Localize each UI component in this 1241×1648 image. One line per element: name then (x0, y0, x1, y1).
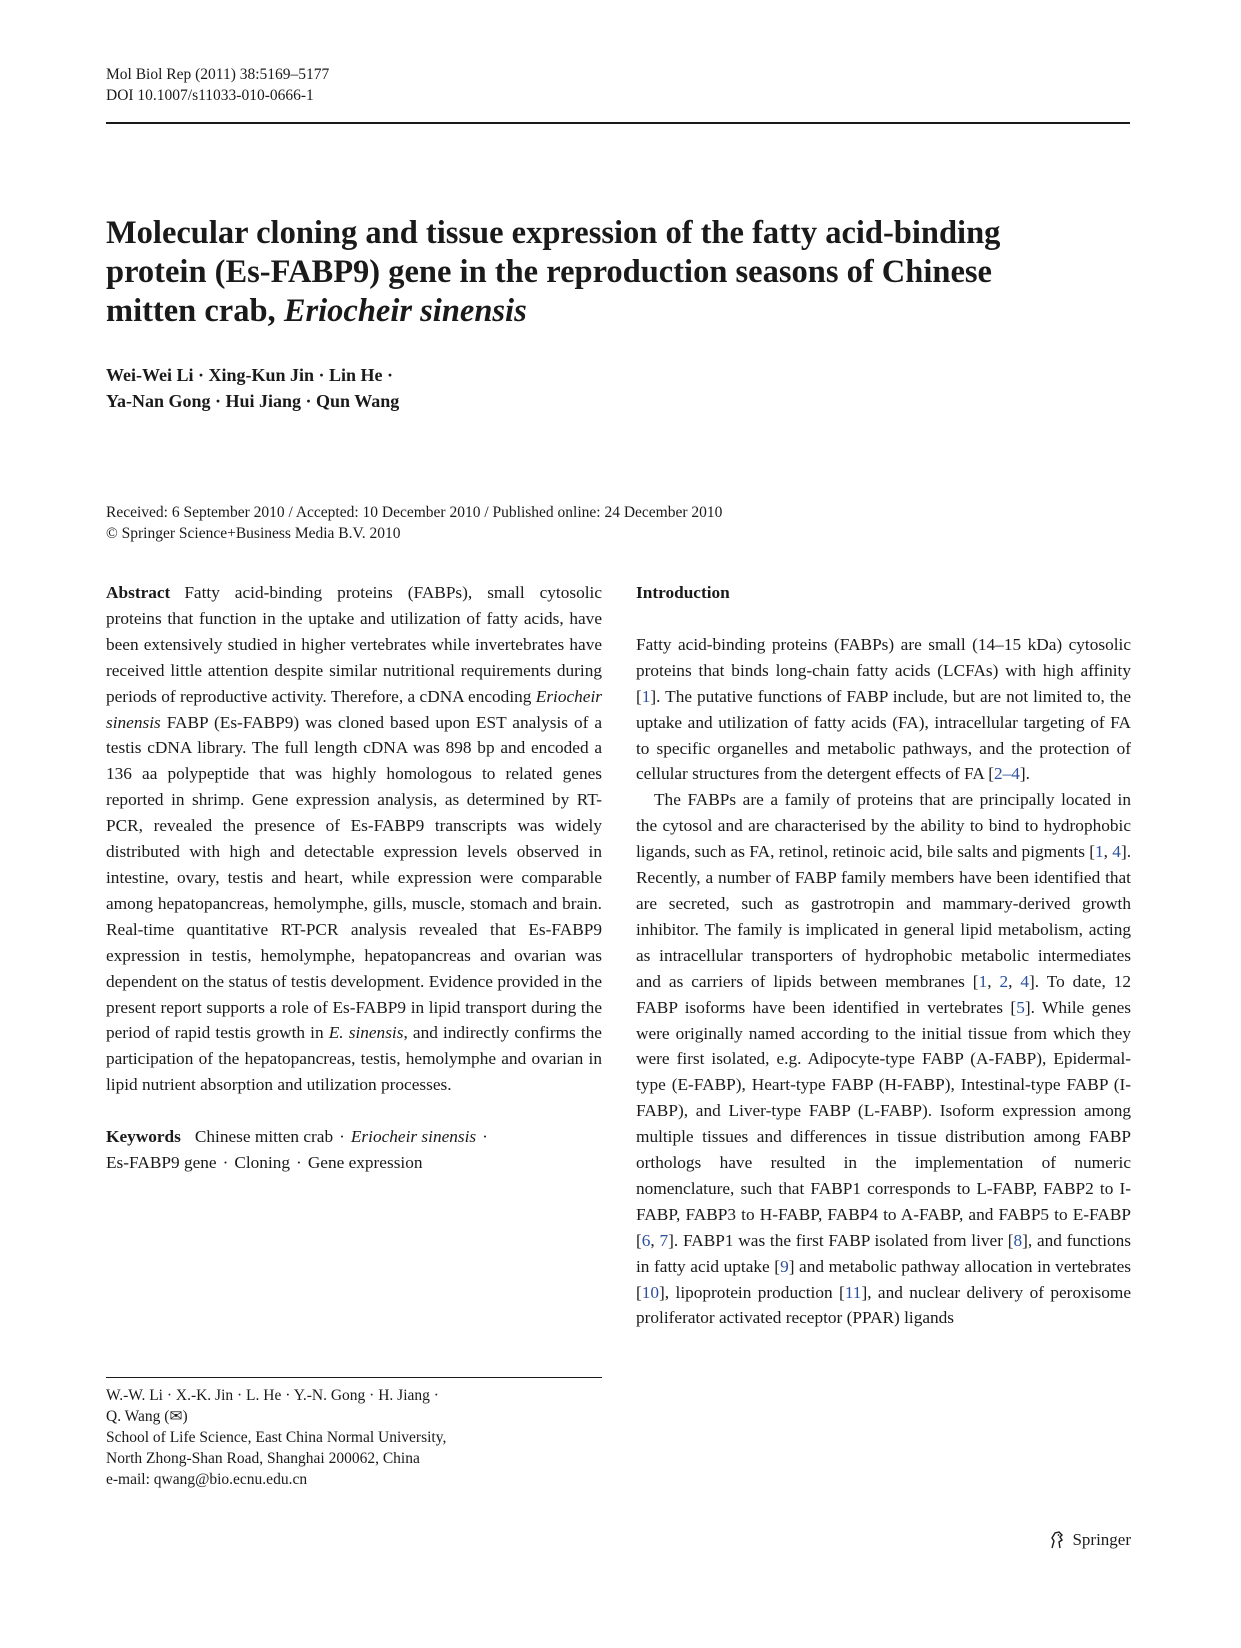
citation-link[interactable]: 8 (1013, 1230, 1023, 1250)
keyword-5: Gene expression (307, 1153, 423, 1173)
article-title (106, 214, 1116, 331)
intro-text: ]. Recently, a number of FABP family members have been identified that are secreted, such as gastrotropin and mammary-derived growth inhibitor. The family is implicated in general lipid metabolism, acting as intracellular transporters of hydrophobic metabolic intermediates and as carriers of lipids between membranes [ (636, 842, 1132, 991)
journal-citation: Mol Biol Rep (2011) 38:5169–5177 (106, 66, 330, 83)
left-column (106, 580, 602, 1176)
citation-link[interactable]: 4 (1112, 842, 1121, 862)
abstract-text-1: Fatty acid-binding proteins (FABPs), small cytosolic proteins that function in the uptake and utilization of fatty acids, have been extensively studied in higher vertebrates while invertebrates have received little attention despite similar nutritional requirements during periods of reproductive activity. Therefore, a cDNA encoding (106, 583, 602, 706)
springer-horse-icon (1048, 1530, 1068, 1550)
keyword-separator: · (222, 1153, 229, 1173)
abstract-paragraph (106, 580, 602, 1098)
citation-link[interactable]: 4 (1020, 971, 1030, 991)
intro-paragraph-1 (636, 632, 1131, 787)
author-list (106, 362, 399, 414)
keyword-3: Es-FABP9 gene (106, 1153, 217, 1173)
abstract-label: Abstract (106, 583, 171, 602)
contact-email[interactable]: e-mail: qwang@bio.ecnu.edu.cn (106, 1471, 308, 1488)
intro-text: ], and nuclear delivery of peroxisome proliferator activated receptor (PPAR) ligands (636, 1282, 1132, 1328)
citation-link[interactable]: 7 (659, 1230, 669, 1250)
authors-line-2: Ya-Nan Gong · Hui Jiang · Qun Wang (106, 391, 400, 411)
publisher-logo (1048, 1530, 1131, 1550)
right-column (636, 580, 1131, 1331)
keyword-separator: · (296, 1153, 302, 1173)
keyword-separator: · (339, 1127, 345, 1147)
keyword-separator: · (482, 1127, 488, 1147)
citation-link[interactable]: 1 (641, 686, 651, 706)
abstract-species-short: E. sinensis (328, 1023, 404, 1043)
institution-line-2: North Zhong-Shan Road, Shanghai 200062, China (106, 1450, 420, 1467)
header-rule (106, 122, 1130, 124)
intro-text: ]. (1019, 764, 1030, 784)
abstract-text-3: , and indirectly confirms the participation of the hepatopancreas, testis, hemolymphe and ovarian in lipid nutrient absorption and utilization processes. (106, 1023, 602, 1095)
keyword-1: Chinese mitten crab (194, 1127, 334, 1147)
citation-link[interactable]: 2–4 (993, 764, 1020, 784)
title-line-1: Molecular cloning and tissue expression of the fatty acid-binding (106, 215, 1001, 251)
citation-link[interactable]: 1 (978, 971, 988, 991)
history-dates: Received: 6 September 2010 / Accepted: 10 December 2010 / Published online: 24 December 2010 (106, 504, 723, 521)
journal-doi[interactable]: DOI 10.1007/s11033-010-0666-1 (106, 87, 314, 104)
intro-text: ]. The putative functions of FABP include, but are not limited to, the uptake and utilization of fatty acids (FA), intracellular targeting of FA to specific organelles and metabolic pathways, and the protection of cellular structures from the detergent effects of FA [ (636, 686, 1131, 784)
intro-text: ], and functions in fatty acid uptake [ (636, 1230, 1131, 1276)
keywords-label: Keywords (106, 1127, 181, 1147)
citation-separator: , (650, 1230, 660, 1250)
citation-separator: , (987, 971, 1000, 991)
section-heading-introduction: Introduction (636, 583, 730, 602)
keyword-2: Eriocheir sinensis (350, 1127, 477, 1147)
citation-separator: , (1008, 971, 1021, 991)
keywords-paragraph (106, 1124, 602, 1176)
intro-paragraph-2 (636, 787, 1131, 1331)
title-species: Eriocheir sinensis (283, 293, 527, 329)
citation-link[interactable]: 6 (641, 1230, 651, 1250)
authors-line-1: Wei-Wei Li · Xing-Kun Jin · Lin He · (106, 365, 394, 385)
affiliation-authors: W.-W. Li · X.-K. Jin · L. He · Y.-N. Gong · H. Jiang · (106, 1387, 439, 1404)
intro-text: ]. FABP1 was the first FABP isolated from liver [ (668, 1230, 1014, 1250)
journal-header (106, 64, 329, 106)
copyright-notice: © Springer Science+Business Media B.V. 2010 (106, 525, 401, 542)
citation-link[interactable]: 9 (780, 1256, 789, 1276)
intro-text: ]. While genes were originally named according to the initial tissue from which they were first isolated, e.g. Adipocyte-type FABP (A-FABP), Epidermal-type (E-FABP), Heart-type FABP (H-FABP), Intestinal-type FABP (I-FABP), and Liver-type FABP (L-FABP). Isoform expression among multiple tissues and differences in tissue distribution among FABP orthologs have resulted in the implementation of numeric nomenclature, such that FABP1 corresponds to L-FABP, FABP2 to I-FABP, FABP3 to H-FABP, FABP4 to A-FABP, and FABP5 to E-FABP [ (636, 997, 1131, 1250)
title-line-3-prefix: mitten crab, (106, 293, 284, 329)
intro-text: ] and metabolic pathway allocation in vertebrates [ (636, 1256, 1131, 1302)
intro-text: Fatty acid-binding proteins (FABPs) are small (14–15 kDa) cytosolic proteins that binds long-chain fatty acids (LCFAs) with high affinity [ (636, 634, 1131, 706)
intro-text: The FABPs are a family of proteins that are principally located in the cytosol and are characterised by the ability to bind to hydrophobic ligands, such as FA, retinol, retinoic acid, bile salts and pigments [ (636, 790, 1131, 862)
title-line-3 (106, 292, 1116, 331)
citation-link[interactable]: 2 (999, 971, 1009, 991)
keyword-4: Cloning (234, 1153, 291, 1173)
publisher-name: Springer (1072, 1530, 1131, 1549)
citation-link[interactable]: 1 (1095, 842, 1104, 862)
citation-link[interactable]: 11 (844, 1282, 862, 1302)
citation-separator: , (1103, 842, 1113, 862)
institution-line-1: School of Life Science, East China Normal University, (106, 1429, 447, 1446)
corresponding-author: Q. Wang (✉) (106, 1408, 188, 1425)
intro-text: ]. To date, 12 FABP isoforms have been identified in vertebrates [ (636, 971, 1131, 1017)
abstract-species: Eriocheir sinensis (106, 686, 602, 732)
intro-text: ], lipoprotein production [ (659, 1282, 845, 1302)
citation-link[interactable]: 5 (1016, 997, 1025, 1017)
citation-link[interactable]: 10 (641, 1282, 660, 1302)
publication-history (106, 502, 722, 544)
affiliation-rule (106, 1377, 602, 1378)
abstract-text-2: FABP (Es-FABP9) was cloned based upon EST analysis of a testis cDNA library. The full length cDNA was 898 bp and encoded a 136 aa polypeptide that was highly homologous to related genes reported in shrimp. Gene expression analysis, as determined by RT-PCR, revealed the presence of Es-FABP9 transcripts was widely distributed with high and detectable expression levels observed in intestine, ovary, testis and heart, while expression were comparable among hepatopancreas, hemolymphe, gills, muscle, stomach and brain. Real-time quantitative RT-PCR analysis revealed that Es-FABP9 expression in testis, hemolymphe, hepatopancreas and ovarian was dependent on the status of testis development. Evidence provided in the present report supports a role of Es-FABP9 in lipid transport during the period of rapid testis growth in (106, 712, 602, 1043)
affiliation-block (106, 1385, 602, 1490)
title-line-2: protein (Es-FABP9) gene in the reproduction seasons of Chinese (106, 254, 992, 290)
